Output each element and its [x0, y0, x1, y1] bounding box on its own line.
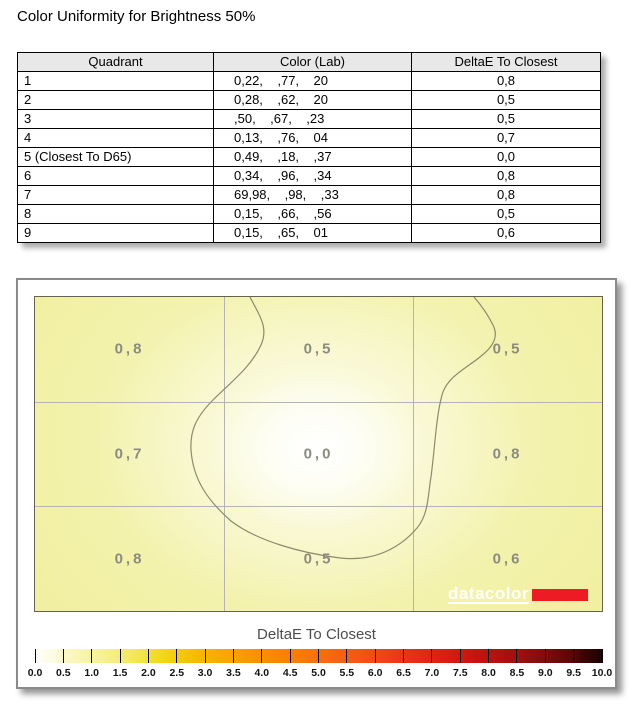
scale-tick — [261, 649, 262, 663]
table-row — [18, 72, 601, 91]
scale-tick — [573, 649, 574, 663]
lab-cell: ,50, ,67, ,23 — [214, 110, 412, 129]
cell-value: 0,5 — [303, 340, 334, 358]
scale-tick — [35, 649, 36, 663]
lab-cell: 0,28, ,62, 20 — [214, 91, 412, 110]
table-row — [18, 224, 601, 243]
scale-tick-label: 6.5 — [396, 667, 411, 679]
scale-tick-label: 4.0 — [254, 667, 270, 679]
scale-tick-label: 2.0 — [141, 667, 156, 679]
deltae-cell: 0,7 — [412, 129, 601, 148]
cell-value: 0,0 — [303, 445, 334, 463]
color-scale-labels — [27, 667, 613, 680]
quadrant-cell: 1 — [18, 72, 214, 91]
quadrant-cell: 4 — [18, 129, 214, 148]
scale-tick — [545, 649, 546, 663]
deltae-cell: 0,5 — [412, 205, 601, 224]
datacolor-wordmark: datacolor — [447, 584, 529, 603]
quadrant-cell: 3 — [18, 110, 214, 129]
table-row — [18, 129, 601, 148]
scale-tick-label: 8.0 — [481, 667, 496, 679]
scale-tick — [290, 649, 291, 663]
scale-tick — [375, 649, 376, 663]
scale-tick — [318, 649, 319, 663]
scale-tick-label: 7.5 — [452, 667, 468, 679]
table-header-row — [18, 53, 601, 72]
cell-value: 0,6 — [492, 550, 523, 568]
lab-cell: 0,49, ,18, ,37 — [214, 148, 412, 167]
uniformity-table — [17, 52, 601, 243]
table-row — [18, 186, 601, 205]
deltae-cell: 0,0 — [412, 148, 601, 167]
cell-value: 0,8 — [114, 340, 145, 358]
deltae-cell: 0,6 — [412, 224, 601, 243]
scale-tick-label: 4.5 — [282, 667, 298, 679]
quadrant-cell: 9 — [18, 224, 214, 243]
table-header-cell: Color (Lab) — [214, 53, 412, 72]
deltae-cell: 0,5 — [412, 91, 601, 110]
table-row — [18, 167, 601, 186]
scale-tick — [205, 649, 206, 663]
table-row — [18, 110, 601, 129]
deltae-cell: 0,8 — [412, 167, 601, 186]
table-row — [18, 91, 601, 110]
scale-tick-label: 5.5 — [339, 667, 355, 679]
scale-tick — [120, 649, 121, 663]
scale-tick-label: 3.5 — [226, 667, 241, 679]
scale-tick — [346, 649, 347, 663]
scale-tick-label: 9.0 — [537, 667, 553, 679]
scale-tick-label: 7.0 — [424, 667, 440, 679]
heatmap — [34, 296, 603, 612]
scale-tick-label: 8.5 — [509, 667, 525, 679]
deltae-cell: 0,8 — [412, 72, 601, 91]
cell-value: 0,8 — [492, 445, 523, 463]
scale-tick — [63, 649, 64, 663]
table-row — [18, 205, 601, 224]
scale-tick — [516, 649, 517, 663]
cell-value: 0,7 — [114, 445, 145, 463]
quadrant-cell: 2 — [18, 91, 214, 110]
lab-cell: 0,13, ,76, 04 — [214, 129, 412, 148]
scale-tick — [460, 649, 461, 663]
scale-tick — [233, 649, 234, 663]
lab-cell: 69,98, ,98, ,33 — [214, 186, 412, 205]
cell-value: 0,5 — [492, 340, 523, 358]
page-title: Color Uniformity for Brightness 50% — [17, 8, 256, 25]
legend-title: DeltaE To Closest — [257, 626, 376, 643]
deltae-cell: 0,8 — [412, 186, 601, 205]
lab-cell: 0,34, ,96, ,34 — [214, 167, 412, 186]
scale-tick-label: 2.5 — [169, 667, 185, 679]
cell-value: 0,8 — [114, 550, 145, 568]
quadrant-cell: 7 — [18, 186, 214, 205]
quadrant-cell: 8 — [18, 205, 214, 224]
table-row — [18, 148, 601, 167]
datacolor-logo — [448, 586, 588, 604]
lab-cell: 0,15, ,65, 01 — [214, 224, 412, 243]
scale-tick — [148, 649, 149, 663]
table-header-cell: DeltaE To Closest — [412, 53, 601, 72]
chart-panel — [16, 278, 617, 689]
table-header-cell: Quadrant — [18, 53, 214, 72]
quadrant-cell: 5 (Closest To D65) — [18, 148, 214, 167]
scale-tick — [431, 649, 432, 663]
scale-tick — [176, 649, 177, 663]
scale-tick — [602, 649, 603, 663]
scale-tick-label: 1.5 — [112, 667, 128, 679]
scale-tick-label: 1.0 — [84, 667, 99, 679]
scale-tick-label: 0.5 — [56, 667, 71, 679]
lab-cell: 0,15, ,66, ,56 — [214, 205, 412, 224]
scale-tick — [488, 649, 489, 663]
datacolor-red-bar — [532, 589, 588, 601]
scale-tick-label: 3.0 — [197, 667, 213, 679]
scale-tick-label: 5.0 — [311, 667, 326, 679]
scale-tick-label: 0.0 — [27, 667, 43, 679]
color-scale-bar — [35, 649, 602, 663]
lab-cell: 0,22, ,77, 20 — [214, 72, 412, 91]
scale-tick-label: 9.5 — [566, 667, 581, 679]
quadrant-cell: 6 — [18, 167, 214, 186]
scale-tick-label: 6.0 — [367, 667, 383, 679]
scale-tick — [91, 649, 92, 663]
scale-tick — [403, 649, 404, 663]
deltae-cell: 0,5 — [412, 110, 601, 129]
scale-tick-label: 10.0 — [591, 667, 613, 679]
cell-value: 0,5 — [303, 550, 334, 568]
